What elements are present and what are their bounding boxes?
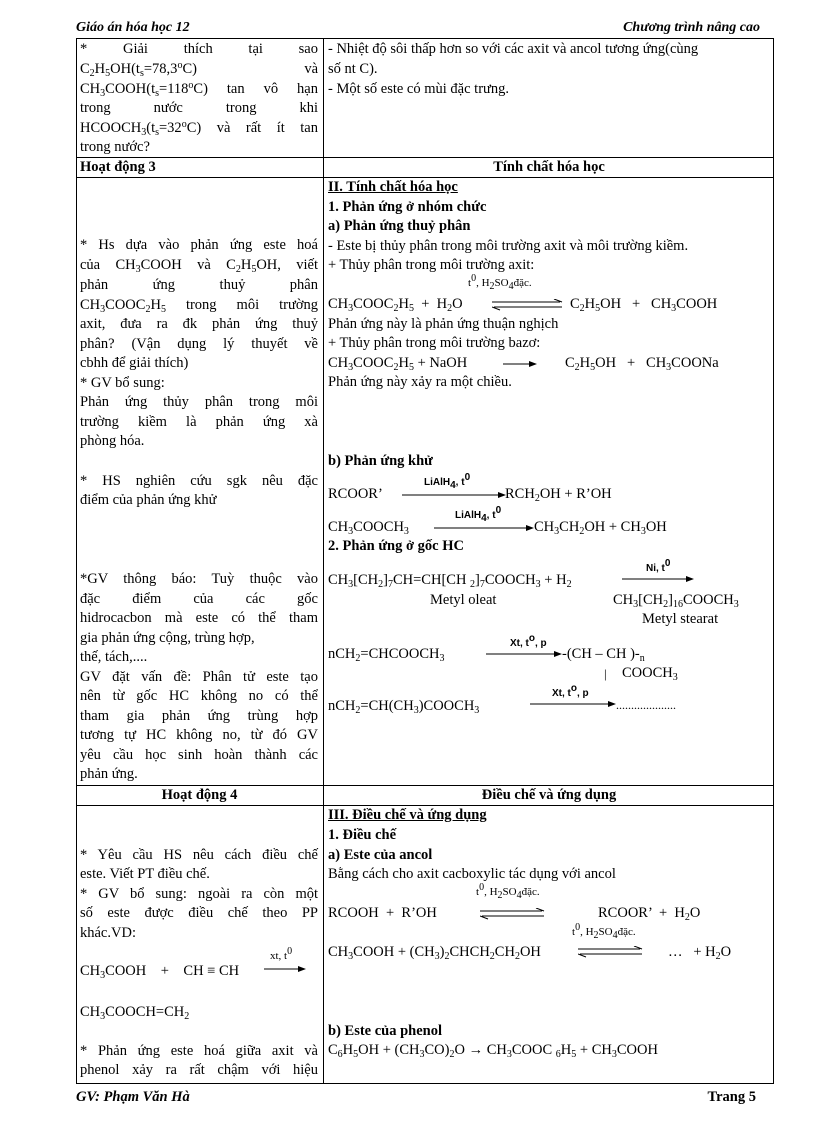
equation-hydrolysis-acid: $CH_3COOC_2H_5 + H_2O$ <box>328 296 463 314</box>
equation-phenol-ester: $C_6H_5OH + (CH_3CO)_2O$ → $CH_3COOC$ $_6H_5$ + $CH_3COOH$ <box>328 1042 658 1060</box>
arrow-icon <box>530 699 616 709</box>
equation-esterification: $CH_3COOH$ + $(CH_3)_2CHCH_2CH_2OH$ <box>328 944 541 962</box>
equation-products: $CH_3[CH_2]_{16}COOCH_3$ <box>613 592 739 610</box>
activity-4-text: khác.VD: <box>80 925 136 941</box>
equation-esterification: RCOOH + R’OH <box>328 905 437 921</box>
equilibrium-arrow-icon <box>578 946 644 958</box>
activity-4-text: * Yêu cầu HS nêu cách điều chế <box>80 847 318 863</box>
equation-products: $C_2H_5OH$ + $CH_3COOH$ <box>570 296 718 314</box>
activity-3-text: GV đặt vấn đề: Phân tử este tạo <box>80 669 318 685</box>
footer-page-number: Trang 5 <box>707 1089 756 1105</box>
subsection-heading: 2. Phản ứng ở gốc HC <box>328 538 464 554</box>
header-subject: Giáo án hóa học 12 <box>76 20 190 35</box>
question-line: $HCOOCH_3(t_s=32^oC)$ và rất ít tan <box>80 119 318 138</box>
activity-3-text: điểm của phản ứng khử <box>80 492 217 508</box>
activity-3-text: * GV bổ sung: <box>80 375 165 391</box>
equation-reduction: $CH_3COOCH_3$ <box>328 519 409 537</box>
answer-line: số nt C). <box>328 61 378 77</box>
question-line: trong nước trong khi <box>80 100 318 116</box>
activity-3-text: gia phản ứng cộng, trùng hợp, <box>80 630 255 646</box>
reaction-condition: Xt, $t^o$, p <box>510 633 547 649</box>
equilibrium-arrow-icon <box>480 908 546 920</box>
content-line: - Este bị thủy phân trong môi trường axit và môi trường kiềm. <box>328 238 689 254</box>
arrow-icon <box>264 964 306 974</box>
question-line: $C_2H_5OH(t_s=78,3^oC)$ và <box>80 60 318 79</box>
subsection-heading: 1. Điều chế <box>328 827 397 843</box>
table-column-divider <box>323 38 324 1084</box>
equation-products: RCOOR’ + $H_2O$ <box>598 905 701 923</box>
compound-name: Metyl stearat <box>642 611 719 627</box>
reaction-condition: LiAlH$_4$, $t^0$ <box>424 472 471 491</box>
activity-3-text: thế, tách,.... <box>80 649 148 665</box>
activity-3-text: phản ứng. <box>80 766 138 782</box>
arrow-icon <box>503 359 537 369</box>
activity-3-text: cbhh để giải thích) <box>80 355 189 371</box>
question-line: * Giải thích tại sao <box>80 41 318 57</box>
activity-3-text: $CH_3COOC_2H_5$ trong môi trường <box>80 297 318 315</box>
subsection-heading: a) Este của ancol <box>328 847 433 863</box>
content-line: Phản ứng này là phản ứng thuận nghịch <box>328 316 559 332</box>
equation-product: $CH_3COOCH=CH_2$ <box>80 1004 190 1022</box>
subsection-heading: 1. Phản ứng ở nhóm chức <box>328 199 487 215</box>
answer-blank: .................... <box>616 698 676 712</box>
activity-3-text: tham gia phản ứng trùng hợp <box>80 708 318 724</box>
equation-products: … + $H_2O$ <box>668 944 732 962</box>
compound-name: Metyl oleat <box>430 592 497 608</box>
equilibrium-arrow-icon <box>492 299 564 311</box>
polymer-branch: $COOCH_3$ <box>622 665 678 683</box>
question-line: trong nước? <box>80 139 150 155</box>
content-line: Bằng cách cho axit cacboxylic tác dụng với ancol <box>328 866 616 882</box>
equation-saponification: $CH_3COOC_2H_5$ + NaOH <box>328 355 468 373</box>
activity-4-text: phenol xảy ra rất chậm với hiệu <box>80 1062 318 1078</box>
answer-line: - Một số este có mùi đặc trưng. <box>328 81 510 97</box>
subsection-heading: a) Phản ứng thuỷ phân <box>328 218 471 234</box>
arrow-icon <box>622 574 694 584</box>
activity-4-text: * Phản ứng este hoá giữa axit và <box>80 1043 318 1059</box>
footer-teacher: GV: Phạm Văn Hà <box>76 1089 190 1105</box>
answer-line: - Nhiệt độ sôi thấp hơn so với các axit và ancol tương ứng(cùng <box>328 41 699 57</box>
arrow-icon <box>402 490 506 500</box>
content-line: Phản ứng này xảy ra một chiều. <box>328 374 512 390</box>
section-heading: III. Điều chế và ứng dụng <box>328 807 487 823</box>
equation-polymerization: $nCH_2=CH(CH_3)COOCH_3$ <box>328 698 480 716</box>
activity-3-title: Hoạt động 3 <box>80 159 156 175</box>
activity-4-text: số este được điều chế theo PP <box>80 905 318 921</box>
reaction-condition: Ni, $t^0$ <box>646 558 671 574</box>
activity-3-text: phòng hóa. <box>80 433 145 449</box>
activity-3-text: Phản ứng thủy phân trong môi <box>80 394 318 410</box>
activity-3-text: hidrocacbon mà este có thể tham <box>80 610 318 626</box>
subsection-heading: b) Phản ứng khử <box>328 453 433 469</box>
reaction-condition: LiAlH$_4$, $t^0$ <box>455 505 502 524</box>
activity-4-text: este. Viết PT điều chế. <box>80 866 210 882</box>
activity-3-text: *GV thông báo: Tuỳ thuộc vào <box>80 571 318 587</box>
activity-3-text: đặc điểm của các gốc <box>80 591 318 607</box>
arrow-icon <box>434 523 534 533</box>
equation-reduction: RCOOR’ <box>328 486 383 502</box>
reaction-condition: $t^0$, $H_2SO_4đặc$. <box>468 273 532 292</box>
activity-3-topic: Tính chất hóa học <box>493 159 605 175</box>
activity-3-text: * Hs dựa vào phản ứng este hoá <box>80 237 318 253</box>
question-line: $CH_3COOH(t_s=118^oC)$ tan vô hạn <box>80 80 318 99</box>
activity-3-text: yêu cầu học sinh hoàn thành các <box>80 747 318 763</box>
activity-3-text: phản ứng thuỷ phân <box>80 277 318 293</box>
content-line: + Thủy phân trong môi trường axit: <box>328 257 535 273</box>
activity-3-text: axit, đưa ra đk phản ứng thuỷ <box>80 316 318 332</box>
equation-hydrogenation: $CH_3[CH_2]_7CH=CH[CH$ $_2]_7COOCH_3 + H_2$ <box>328 572 572 590</box>
activity-3-text: phân? (Vận dụng lý thuyết về <box>80 336 318 352</box>
polymer-chain: -(CH – CH )$-_n$ <box>562 646 645 664</box>
activity-3-text: của $CH_3COOH$ và $C_2H_5OH$, viết <box>80 257 318 275</box>
subsection-heading: b) Este của phenol <box>328 1023 443 1039</box>
page-header <box>76 20 760 38</box>
activity-3-text: tương tự HC không no, từ đó GV <box>80 727 318 743</box>
activity-3-text: * HS nghiên cứu sgk nêu đặc <box>80 473 318 489</box>
content-line: + Thủy phân trong môi trường bazơ: <box>328 335 541 351</box>
reaction-condition: Xt, $t^o$, p <box>552 683 589 699</box>
equation-products: $CH_3CH_2OH + CH_3OH$ <box>534 519 667 537</box>
activity-3-text: nên từ gốc HC không no có thể <box>80 688 318 704</box>
reaction-condition: $t^0$, $H_2SO_4đặc$. <box>572 922 636 941</box>
equation-products: $C_2H_5OH$ + $CH_3COONa$ <box>565 355 719 373</box>
activity-4-title: Hoạt động 4 <box>161 787 238 803</box>
equation-vinyl-ester: $CH_3COOH$ + CH ≡ CH <box>80 963 240 981</box>
activity-4-topic: Điều chế và ứng dụng <box>481 787 617 803</box>
reaction-condition: xt, $t^0$ <box>270 946 293 962</box>
section-heading: II. Tính chất hóa học <box>328 179 458 195</box>
reaction-condition: $t^0$, $H_2SO_4đặc$. <box>476 882 540 901</box>
activity-4-text: * GV bổ sung: ngoài ra còn một <box>80 886 318 902</box>
polymer-branch-bond: | <box>604 666 607 681</box>
header-program: Chương trình nâng cao <box>623 20 760 35</box>
equation-products: $RCH_2OH$ + R’OH <box>505 486 612 504</box>
equation-polymerization: $nCH_2=CHCOOCH_3$ <box>328 646 445 664</box>
arrow-icon <box>486 649 562 659</box>
activity-3-text: trường kiềm là phản ứng xà <box>80 414 318 430</box>
